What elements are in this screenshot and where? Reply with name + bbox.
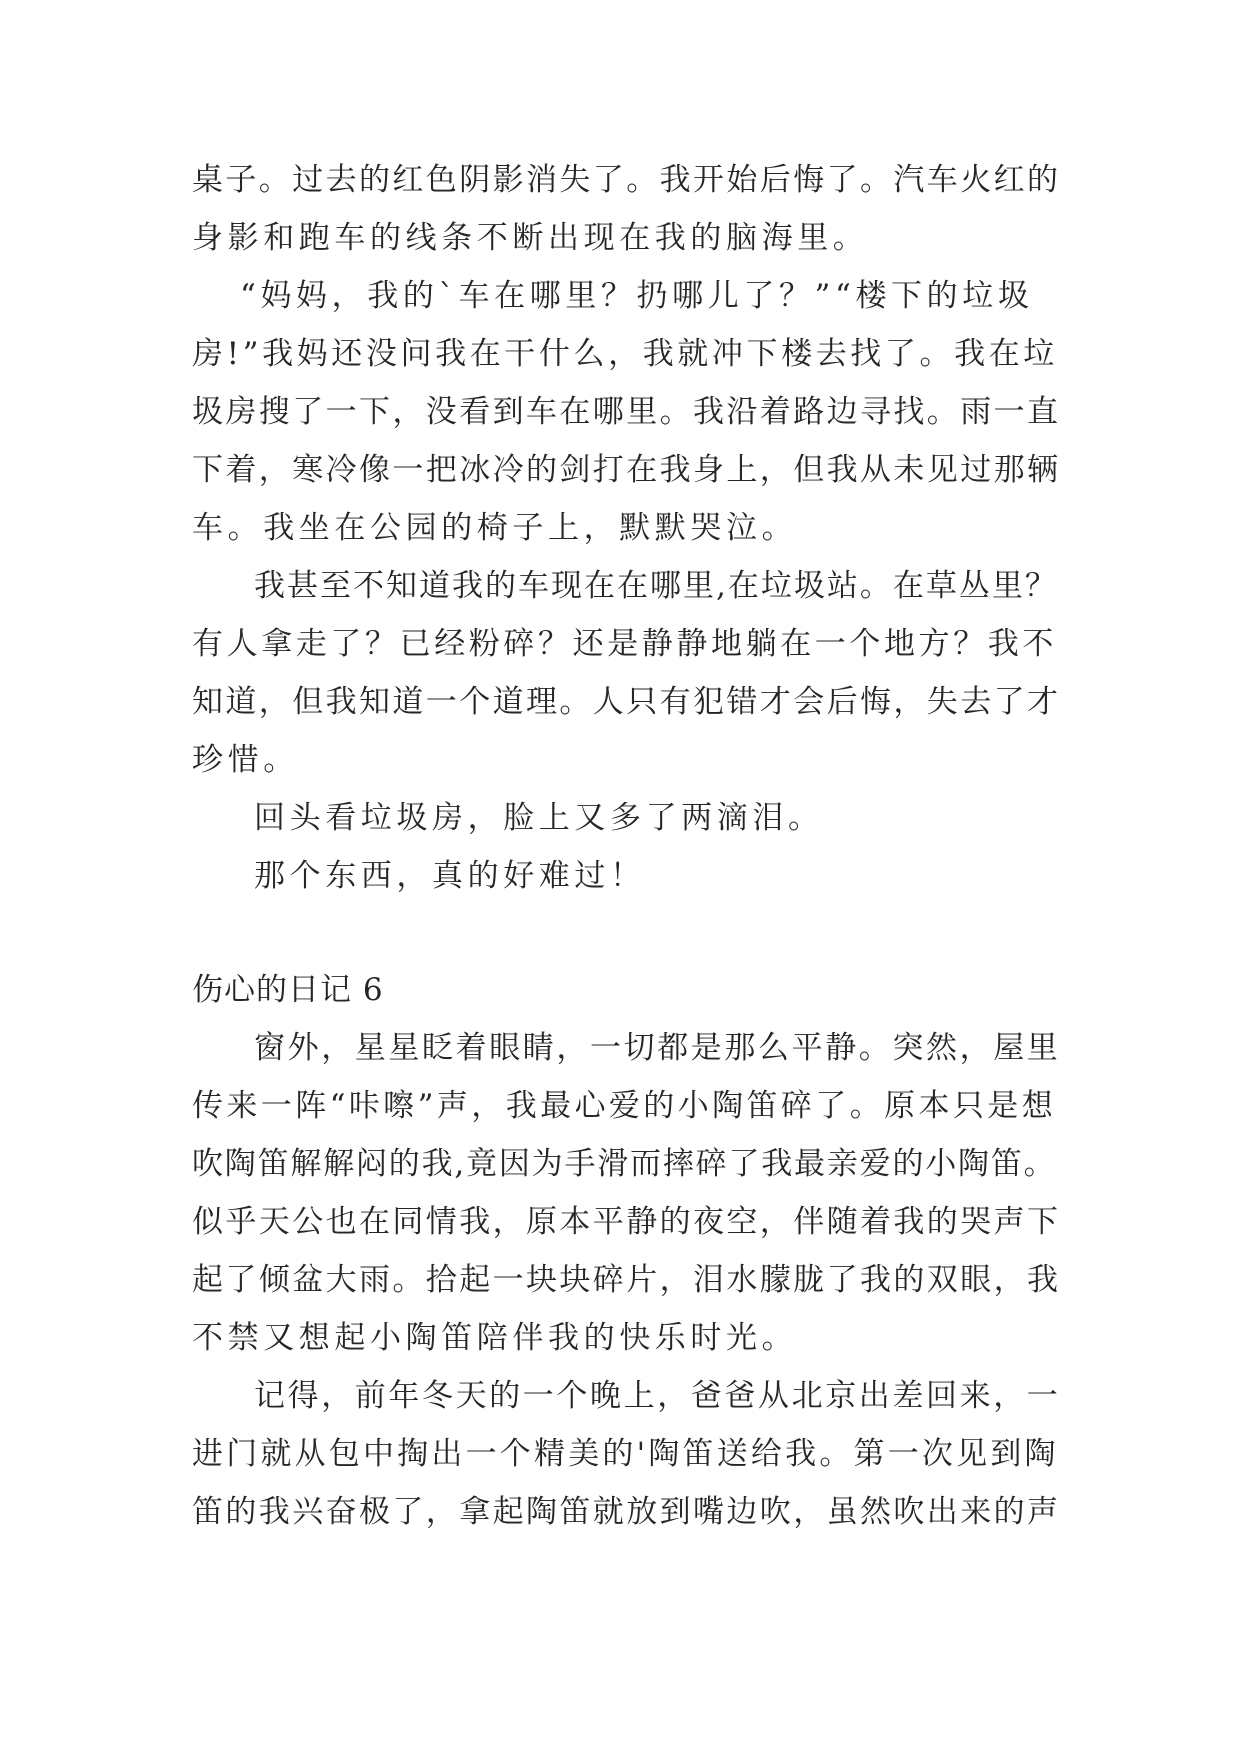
paragraph-line: 似乎天公也在同情我，原本平静的夜空，伴随着我的哭声下 [192,1204,1061,1240]
paragraph-line: 下着，寒冷像一把冰冷的剑打在我身上，但我从未见过那辆 [192,452,1061,488]
paragraph-line: 传来一阵“咔嚓”声，我最心爱的小陶笛碎了。原本只是想 [192,1088,1057,1124]
paragraph-line: 珍惜。 [192,742,299,778]
section-title: 伤心的日记 6 [192,972,384,1008]
paragraph-line: 起了倾盆大雨。拾起一块块碎片，泪水朦胧了我的双眼，我 [192,1262,1061,1298]
paragraph-line: 吹陶笛解解闷的我,竟因为手滑而摔碎了我最亲爱的小陶笛。 [192,1146,1057,1182]
paragraph-line: 窗外，星星眨着眼睛，一切都是那么平静。突然，屋里 [254,1030,1061,1066]
paragraph-line: 回头看垃圾房，脸上又多了两滴泪。 [254,800,824,836]
paragraph-line: 车。我坐在公园的椅子上，默默哭泣。 [192,510,798,546]
paragraph-line: 桌子。过去的红色阴影消失了。我开始后悔了。汽车火红的 [192,162,1061,198]
paragraph-line: 房!”我妈还没问我在干什么，我就冲下楼去找了。我在垃 [192,336,1058,372]
paragraph-line: 圾房搜了一下，没看到车在哪里。我沿着路边寻找。雨一直 [192,394,1061,430]
paragraph-line: “妈妈，我的`车在哪里？扔哪儿了？”“楼下的垃圾 [240,278,1034,314]
paragraph-line: 身影和跑车的线条不断出现在我的脑海里。 [192,220,869,256]
paragraph-line: 不禁又想起小陶笛陪伴我的快乐时光。 [192,1320,798,1356]
paragraph-line: 知道，但我知道一个道理。人只有犯错才会后悔，失去了才 [192,684,1061,720]
paragraph-line: 进门就从包中掏出一个精美的'陶笛送给我。第一次见到陶 [192,1436,1059,1472]
paragraph-line: 有人拿走了？已经粉碎？还是静静地躺在一个地方？我不 [192,626,1057,662]
paragraph-line: 那个东西，真的好难过！ [254,858,646,894]
paragraph-line: 我甚至不知道我的车现在在哪里,在垃圾站。在草丛里？ [254,568,1058,604]
paragraph-line: 笛的我兴奋极了，拿起陶笛就放到嘴边吹，虽然吹出来的声 [192,1494,1061,1530]
paragraph-line: 记得，前年冬天的一个晚上，爸爸从北京出差回来，一 [254,1378,1061,1414]
